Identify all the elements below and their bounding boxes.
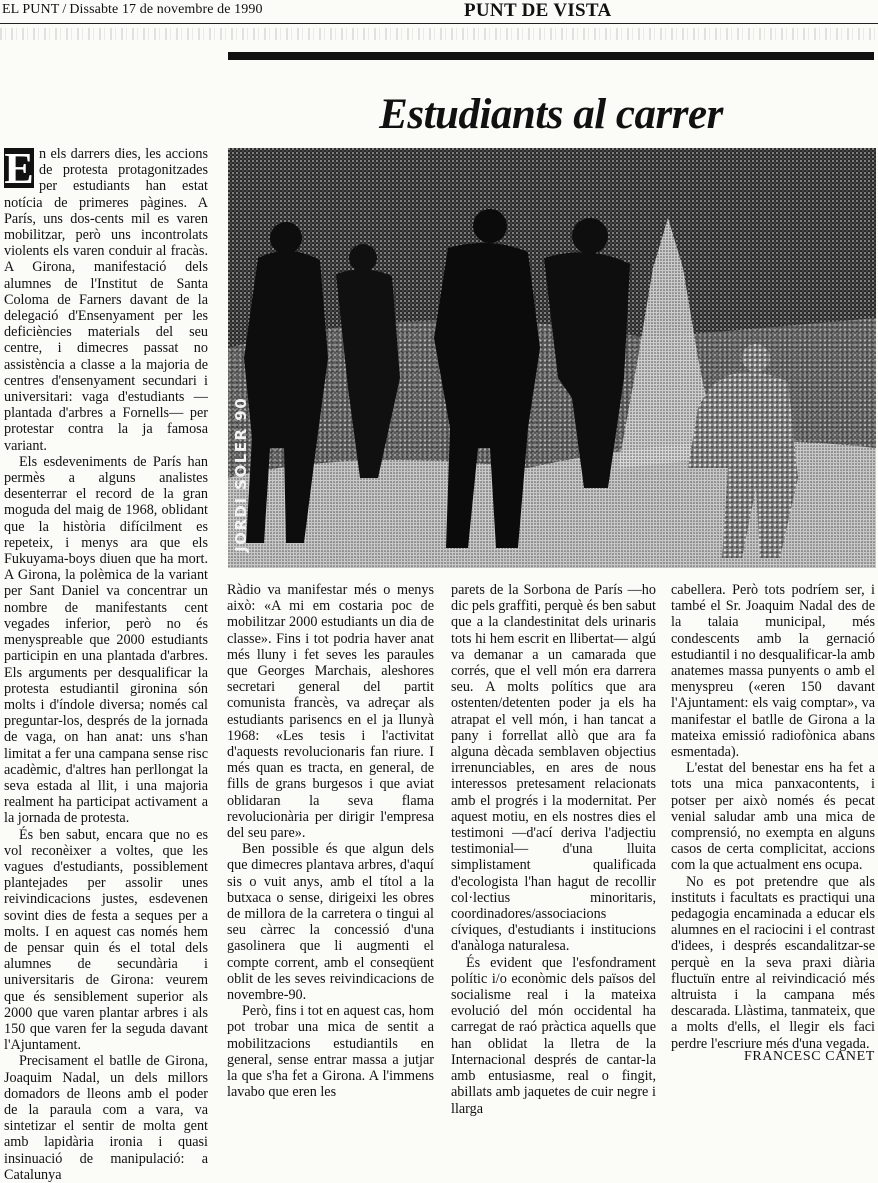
paragraph-text: n els darrers dies, les accions de protesta protagonitzades per estudiants han estat notícia de primeres pàgines. A París, uns dos-cents mil es varen mobilitzar, però uns incontrolats violents els varen conduir al fracàs. A Girona, manifestació dels alumnes de l'Institut de Santa Coloma de Farners davant de la delegació d'Ensenyament per les deficiències materials del seu centre, i dimecres passat no assistència a classe a la majoria de centres d'ensenyament secundari i universitari: vaga d'estudiants —plantada d'arbres a Fornells— per protestar contra la ja famosa variant. (4, 146, 208, 454)
paragraph: No es pot pretendre que als instituts i facultats es practiqui una pedagogia encaminada a educar els alumnes en el raciocini i el contrast d'idees, i després escandalitzar-se perquè en la seva praxi diària fluctuïn entre al reivindicació més altruista i la campana més descarada. Llàstima, tanmateix, que a molts d'ells, el llegir els faci perdre l'escriure més d'una vegada. (671, 873, 875, 1052)
author-byline: FRANCESC CANET (744, 1049, 875, 1064)
paragraph: És evident que l'esfondrament polític i/o econòmic dels països del socialisme real i la mateixa evolució del món occidental ha carregat de raó pràctica aquells que han oblidat la lletra de la Internacional després de cantar-la amb entusiasme, real o fingit, abillats amb jaquetes de cuir negre i llarga (451, 954, 656, 1117)
article-column-4 (671, 582, 875, 1052)
article-column-2 (227, 582, 434, 1101)
article-column-1 (4, 146, 208, 1183)
drop-cap: E (4, 144, 34, 193)
article-illustration (228, 148, 876, 568)
headline-bar (228, 52, 874, 60)
paragraph: Precisament el batlle de Girona, Joaquim Nadal, un dels millors domadors de lleons amb el poder de la paraula com a vara, va sintetizar el sentir de molta gent amb lapidària ironia i quasi insinuació de manipulació: a Catalunya (4, 1053, 208, 1183)
article-headline: Estudiants al carrer (379, 91, 723, 138)
svg-text:JORDI SOLER 90: JORDI SOLER 90 (232, 396, 250, 552)
print-noise-strip (0, 28, 878, 40)
publication-date: Dissabte 17 de novembre de 1990 (69, 2, 263, 17)
illustration-signature (232, 397, 250, 553)
paragraph: cabellera. Però tots podríem ser, i també el Sr. Joaquim Nadal des de la talaia municipal, més condescents amb la gernació estudiantil i no desqualificar-la amb anatemes massa punyents o amb el menyspreu («eren 150 davant l'Ajuntament: els vaig comptar», va manifestar el batlle de Girona a la mateixa emissió radiofònica abans esmentada). (671, 582, 875, 761)
section-title: PUNT DE VISTA (464, 0, 612, 21)
page-header-left (2, 2, 263, 18)
header-rule (0, 23, 878, 24)
paragraph: Ben possible és que algun dels que dimecres plantava arbres, d'aquí sis o vuit anys, amb el títol a la butxaca o sense, dirigeixi les obres de millora de la carretera o tingui al seu càrrec la concessió d'una gasolinera que li augmenti el compte corrent, amb el conseqüent oblit de les seves reivindicacions de novembre-90. (227, 841, 434, 1004)
paragraph: Els esdeveniments de París han permès a alguns analistes desenterrar el record de la gran moguda del maig de 1968, oblidant que la història difícilment es repeteix, i menys ara que els Fukuyama-boys diuen que ha mort. A Girona, la polèmica de la variant per Sant Daniel va concentrar un nombre de manifestants cent vegades inferior, però no és menyspreable que 2000 estudiants participin en una plantada d'arbres. Els arguments per desqualificar la protesta estudiantil gironina són molts i d'índole diversa; només cal preguntar-los, després de la jornada de vaga, on han anat: uns s'han limitat a fer una campana sense risc acadèmic, d'altres han perllongat la seva estada al llit, i una majoria realment ha participat activament a la jornada de protesta. (4, 453, 208, 827)
paragraph: parets de la Sorbona de París —ho dic pels graffiti, perquè és ben sabut que a la clandestinitat dels urinaris tots hi hem escrit en llibertat— algú va demanar a un camarada que corrés, que el vell món era darrera seu. A molts polítics que ara ostenten/detenten poder ja els ha atrapat el vell món, i han tancat a pany i forrellat allò que ara fa alguna dècada semblaven objectius irrenunciables, en ares de nous interessos pretesament relacionats amb el progrés i la modernitat. Per aquest motiu, en els nostres dies el testimoni —d'ací deriva l'adjectiu testimonial— d'una lluita simplistament qualificada d'ecologista l'han hagut de recollir col·lectius minoritaris, coordinadores/associacions cíviques, d'estudiants i institucions d'anàloga naturalesa. (451, 582, 656, 955)
paragraph (4, 146, 208, 454)
paragraph: Ràdio va manifestar més o menys això: «A mi em costaria poc de mobilitzar 2000 estudiants un dia de classe». Fins i tot podria haver anat més lluny i fet seves les paraules que Georges Marchais, aleshores secretari general del partit comunista francès, va adreçar als estudiants parisencs en el ja llunyà 1968: «Les tesis i l'activitat d'aquests revolucionaris fan riure. I més quan es tracta, en general, de fills de grans burgesos i que aviat oblidaran la seva flama revolucionària per dirigir l'empresa del seu pare». (227, 582, 434, 842)
paragraph: L'estat del benestar ens ha fet a tots una mica panxacontents, i potser per això només és pecat venial saludar amb una mica de comprensió, no exempta en alguns casos de certa complicitat, accions com la que actualment ens ocupa. (671, 760, 875, 874)
publication-name: EL PUNT (2, 2, 60, 17)
article-column-3 (451, 582, 656, 1117)
paragraph: És ben sabut, encara que no es vol reconèixer a voltes, que les vagues d'estudiants, possiblement plantejades per assolir unes reivindicacions justes, esdevenen sovint dies de festa a seques per a molts. I en aquest cas només hem de pensar quin és el total dels alumnes de secundària i universitaris de Girona: veurem que és sensiblement superior als 2000 que varen plantar arbres i als 150 que varen fer la seguda davant l'Ajuntament. (4, 826, 208, 1054)
paragraph: Però, fins i tot en aquest cas, hom pot trobar una mica de sentit a mobilitzacions estudiantils en general, sense entrar massa a jutjar la que s'ha fet a Girona. A l'immens lavabo que eren les (227, 1003, 434, 1101)
header-separator: / (62, 2, 67, 17)
